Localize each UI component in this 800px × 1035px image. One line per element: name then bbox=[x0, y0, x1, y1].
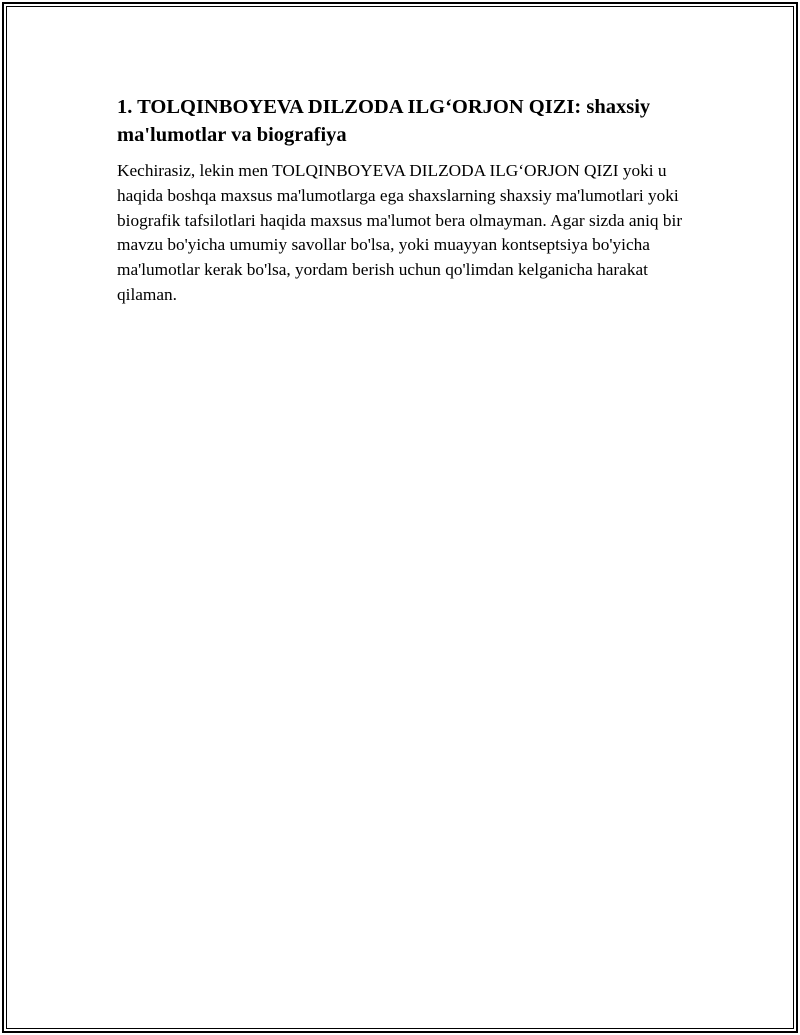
section-heading: 1. TOLQINBOYEVA DILZODA ILG‘ORJON QIZI: shaxsiy ma'lumotlar va biografiya bbox=[117, 96, 651, 146]
body-paragraph: Kechirasiz, lekin men TOLQINBOYEVA DILZODA ILG‘ORJON QIZI yoki u haqida boshqa maxsus ma'lumotlarga ega shaxslarning shaxsiy ma'lumotlari yoki biografik tafsilotlari haqida maxsus ma'lumot bera olmayman. Agar sizda aniq bir mavzu bo'yicha umumiy savollar bo'lsa, yoki muayyan kontseptsiya bo'yicha ma'lumotlar kerak bo'lsa, yordam berish uchun qo'limdan kelganicha harakat qilaman. bbox=[117, 161, 683, 304]
document-content bbox=[117, 93, 707, 308]
